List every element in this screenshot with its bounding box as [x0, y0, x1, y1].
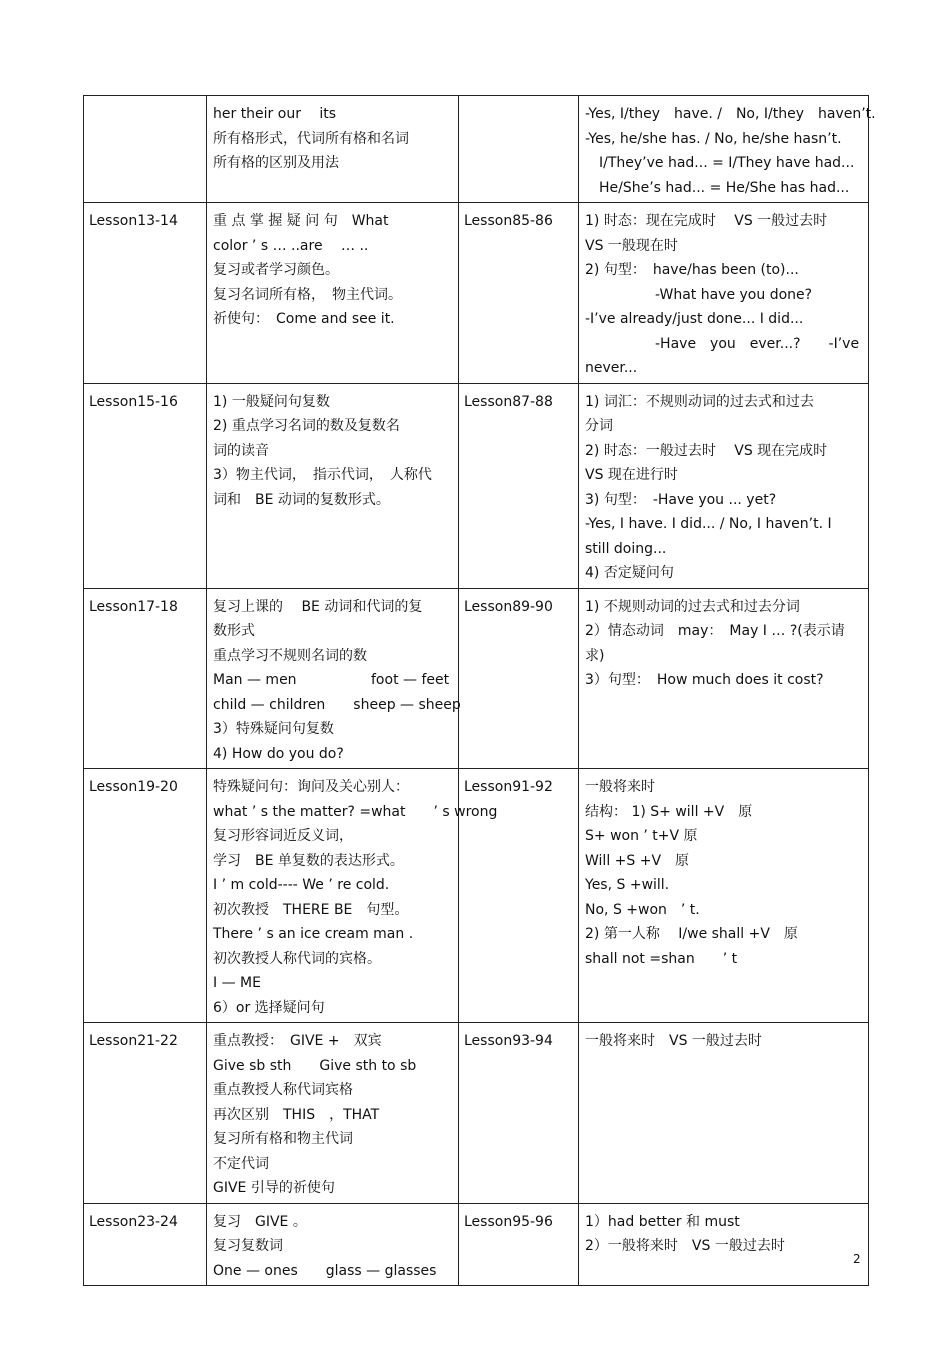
content-cell — [207, 588, 459, 769]
cell-line: color ’ s … ..are … .. — [213, 237, 369, 254]
content-cell — [579, 1203, 869, 1286]
cell-line: 词的读音 — [213, 442, 269, 459]
cell-line: Man — men foot — feet — [213, 672, 450, 688]
cell-line: 重 点 掌 握 疑 问 句 What — [213, 213, 389, 229]
cell-line: 复习所有格和物主代词 — [213, 1131, 353, 1147]
table-body — [84, 96, 876, 1286]
lesson-cell — [84, 96, 207, 203]
cell-line: S+ won ’ t+V 原 — [585, 828, 698, 844]
cell-line: No, S +won ’ t. — [585, 901, 700, 918]
cell-line: -Have you ever...? -I’ve — [585, 335, 860, 352]
lesson-cell — [84, 1023, 207, 1204]
content-cell — [207, 383, 459, 588]
cell-line: 重点教授： GIVE + 双宾 — [213, 1033, 382, 1049]
cell-line: 重点教授人称代词宾格 — [213, 1082, 353, 1098]
content-cell — [207, 96, 459, 203]
content-cell — [579, 588, 869, 769]
cell-line: shall not =shan ’ t — [585, 950, 738, 967]
cell-line: Give sb sth Give sth to sb — [213, 1057, 417, 1074]
lesson-cell — [459, 203, 579, 384]
cell-line: 复习 GIVE 。 — [213, 1213, 307, 1230]
table-row — [84, 769, 869, 1023]
cell-line: never... — [585, 360, 638, 376]
content-cell — [579, 383, 869, 588]
table-row — [84, 203, 869, 384]
cell-line: 复习形容词近反义词， — [213, 828, 353, 844]
cell-line: 数形式 — [213, 623, 255, 639]
cell-line: 2) 第一人称 I/we shall +V 原 — [585, 926, 798, 942]
lesson-cell — [84, 383, 207, 588]
cell-line: 初次教授人称代词的宾格。 — [213, 950, 381, 967]
content-cell — [579, 96, 876, 203]
cell-line: 1) 一般疑问句复数 — [213, 393, 330, 410]
lesson-label: Lesson17-18 — [89, 598, 178, 615]
cell-line: 所有格形式，代词所有格和名词 — [213, 130, 409, 147]
cell-line: what ’ s the matter? =what ’ s wrong — [213, 803, 498, 820]
cell-line: 2）情态动词 may： May I … ?(表示请 — [585, 623, 845, 639]
cell-line: 1) 词汇：不规则动词的过去式和过去 — [585, 393, 814, 410]
cell-line: Yes, S +will. — [585, 877, 670, 893]
lesson-cell — [459, 1023, 579, 1204]
content-cell — [207, 769, 498, 1023]
cell-line: Will +S +V 原 — [585, 852, 690, 869]
cell-line: 1）had better 和 must — [585, 1213, 740, 1230]
cell-line: 一般将来时 — [585, 779, 655, 795]
lesson-cell — [84, 203, 207, 384]
cell-line: 复习复数词 — [213, 1238, 283, 1254]
table-row — [84, 1023, 869, 1204]
cell-line: VS 一般现在时 — [585, 237, 678, 254]
cell-line: 特殊疑问句：询问及关心别人： — [213, 779, 409, 795]
lesson-label: Lesson19-20 — [89, 779, 178, 795]
lesson-label: Lesson15-16 — [89, 393, 178, 410]
cell-line: child — children sheep — sheep — [213, 696, 461, 713]
table-row — [84, 588, 869, 769]
cell-line: 求) — [585, 647, 605, 664]
lesson-schedule-table — [83, 95, 876, 1286]
cell-line: 3）句型： How much does it cost? — [585, 672, 824, 688]
content-cell — [579, 1023, 869, 1204]
cell-line: 2) 时态：一般过去时 VS 现在完成时 — [585, 442, 828, 459]
cell-line: 词和 BE 动词的复数形式。 — [213, 491, 390, 508]
page-number: 2 — [853, 1252, 861, 1266]
cell-line: 2) 重点学习名词的数及复数名 — [213, 418, 400, 434]
content-cell — [207, 1203, 459, 1286]
cell-line: I ’ m cold---- We ’ re cold. — [213, 877, 390, 893]
cell-line: I/They’ve had... = I/They have had... — [585, 155, 855, 171]
lesson-label: Lesson85-86 — [464, 213, 553, 229]
cell-line: 3) 句型： -Have you ... yet? — [585, 491, 777, 508]
content-cell — [207, 1023, 459, 1204]
cell-line: 6）or 选择疑问句 — [213, 999, 325, 1016]
cell-line: I — ME — [213, 975, 261, 991]
lesson-label: Lesson93-94 — [464, 1033, 553, 1049]
lesson-cell — [84, 588, 207, 769]
lesson-label: Lesson89-90 — [464, 598, 553, 615]
cell-line: 所有格的区别及用法 — [213, 155, 339, 171]
cell-line: -I’ve already/just done... I did... — [585, 311, 804, 327]
lesson-label: Lesson87-88 — [464, 393, 553, 410]
cell-line: There ’ s an ice cream man . — [213, 926, 414, 942]
cell-line: 分词 — [585, 418, 613, 434]
cell-line: 复习名词所有格， 物主代词。 — [213, 286, 402, 303]
cell-line: 4) How do you do? — [213, 745, 344, 762]
cell-line: VS 现在进行时 — [585, 467, 678, 483]
lesson-label: Lesson23-24 — [89, 1213, 178, 1230]
cell-line: 3）特殊疑问句复数 — [213, 721, 334, 737]
cell-line: 一般将来时 VS 一般过去时 — [585, 1033, 762, 1049]
cell-line: 1) 时态：现在完成时 VS 一般过去时 — [585, 213, 828, 229]
lesson-cell — [84, 1203, 207, 1286]
cell-line: 2) 句型： have/has been (to)... — [585, 262, 799, 278]
content-cell — [579, 203, 869, 384]
lesson-cell — [459, 96, 579, 203]
table-row — [84, 1203, 869, 1286]
lesson-cell — [459, 588, 579, 769]
content-cell — [207, 203, 459, 384]
cell-line: 结构： 1) S+ will +V 原 — [585, 803, 753, 820]
lesson-label: Lesson13-14 — [89, 213, 178, 229]
cell-line: GIVE 引导的祈使句 — [213, 1180, 335, 1196]
cell-line: still doing... — [585, 540, 667, 557]
cell-line: 2）一般将来时 VS 一般过去时 — [585, 1238, 785, 1254]
table-row — [84, 383, 869, 588]
cell-line: He/She’s had... = He/She has had... — [585, 179, 850, 196]
cell-line: 复习上课的 BE 动词和代词的复 — [213, 598, 423, 615]
cell-line: 1) 不规则动词的过去式和过去分词 — [585, 598, 800, 615]
cell-line: her their our its — [213, 106, 337, 122]
cell-line: 再次区别 THIS ，THAT — [213, 1106, 380, 1123]
cell-line: 祈使句： Come and see it. — [213, 311, 395, 327]
lesson-label: Lesson21-22 — [89, 1033, 178, 1049]
cell-line: 4) 否定疑问句 — [585, 565, 674, 581]
cell-line: -Yes, I/they have. / No, I/they haven’t. — [585, 106, 876, 122]
cell-line: 学习 BE 单复数的表达形式。 — [213, 852, 404, 869]
cell-line: 重点学习不规则名词的数 — [213, 647, 367, 664]
cell-line: -Yes, he/she has. / No, he/she hasn’t. — [585, 130, 842, 147]
cell-line: 复习或者学习颜色。 — [213, 262, 339, 278]
cell-line: -Yes, I have. I did... / No, I haven’t. I — [585, 516, 832, 532]
lesson-cell — [84, 769, 207, 1023]
lesson-label: Lesson95-96 — [464, 1213, 553, 1230]
cell-line: One — ones glass — glasses — [213, 1262, 437, 1279]
cell-line: 不定代词 — [213, 1155, 269, 1172]
lesson-cell — [459, 1203, 579, 1286]
table-row — [84, 96, 869, 203]
lesson-label: Lesson91-92 — [464, 779, 553, 795]
content-cell — [579, 769, 869, 1023]
cell-line: -What have you done? — [585, 286, 813, 303]
cell-line: 初次教授 THERE BE 句型。 — [213, 901, 409, 918]
cell-line: 3）物主代词， 指示代词， 人称代 — [213, 467, 432, 483]
lesson-cell — [459, 383, 579, 588]
